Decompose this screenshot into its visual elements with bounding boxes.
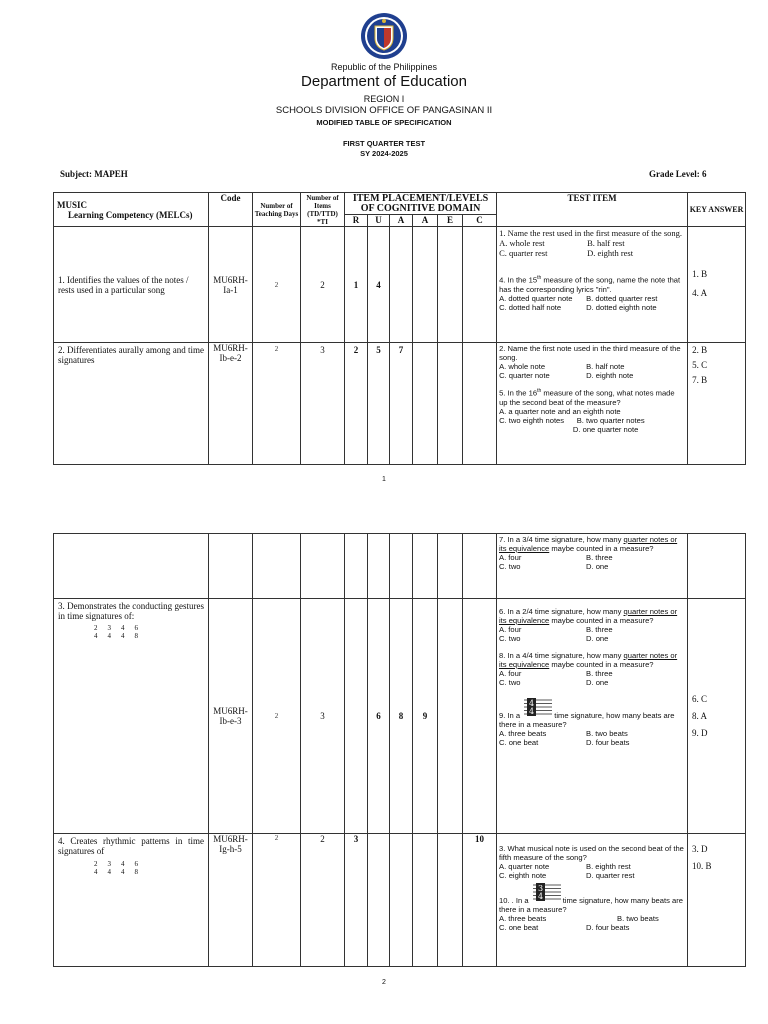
fraction: 3 4 [107,624,111,640]
fraction: 6 8 [134,624,138,640]
option: A. whole rest [499,238,545,248]
items-1: 2 [320,279,325,290]
option: A. whole note [499,362,546,371]
option: C. two [499,634,521,643]
key-answer: 4. A [692,288,708,298]
division-line: SCHOOLS DIVISION OFFICE OF PANGASINAN II [275,105,493,116]
level-cell: 10 [475,834,484,844]
code-1: MU6RH-Ia-1 [213,274,248,295]
svg-text:3: 3 [537,884,543,893]
days-2: 2 [274,345,279,353]
option: B. eighth rest [586,862,631,871]
level-cell: 8 [398,711,404,721]
option: B. half rest [587,238,625,248]
option: A. three beats [499,914,547,923]
days-1: 2 [274,280,279,289]
table-row [54,343,746,465]
test-items-3 [497,599,687,748]
question-stem: 8. In a 4/4 time signature, how many quarter notes or its equivalence maybe counted in a measure? [499,651,678,669]
question-stem: 2. Name the first note used in the third measure of the song. [499,344,681,362]
option: D. one [586,562,609,571]
header-number-items: Number of Items (TD/TTD) *TI [301,193,345,227]
level-u: U [368,215,390,227]
code-3: MU6RH-Ib-e-3 [213,706,248,726]
option: B. dotted quarter rest [586,293,658,303]
deped-seal-logo [360,12,408,60]
option: C. one beat [499,738,539,747]
fraction: 3 4 [107,860,111,876]
header-test-item: TEST ITEM [497,193,688,227]
option: D. eighth note [586,371,634,380]
option: A. a quarter note and an eighth note [499,406,621,416]
svg-text:4: 4 [537,892,543,901]
items-4: 2 [320,834,325,844]
table-row [54,227,746,343]
school-year: SY 2024-2025 [360,149,408,158]
option: D. four beats [586,738,630,747]
option: B. three [586,669,613,678]
key-answer: 1. B [692,269,708,279]
competency-1: 1. Identifies the values of the notes / rests used in a particular song [58,274,189,295]
code-2: MU6RH-Ib-e-2 [213,343,248,363]
header-item-placement: ITEM PLACEMENT/LEVELS OF COGNITIVE DOMAIN [345,193,497,215]
option: D. one quarter note [499,424,639,434]
option: C. quarter rest [499,248,548,258]
key-answers-4 [688,834,745,873]
level-a2: A [413,215,438,227]
items-3: 3 [320,711,325,721]
fraction: 6 8 [134,860,138,876]
level-cell: 4 [376,279,381,290]
test-item-7 [497,534,687,572]
svg-text:4: 4 [529,707,535,716]
option: C. two eighth notes B. two quarter notes [499,415,645,425]
days-3: 2 [274,712,279,720]
time-signature-fractions [54,860,208,879]
question-stem: 7. In a 3/4 time signature, how many quarter notes or its equivalence maybe counted in a measure? [499,535,678,553]
key-answers-1 [688,227,745,300]
svg-text:4: 4 [529,699,535,708]
question-stem: 9. In a 4 4 time signature, how many beats are there in a measure? [499,699,675,729]
question-stem: 6. In a 2/4 time signature, how many quarter notes or its equivalence maybe counted in a measure? [499,607,678,625]
fraction: 4 4 [121,860,125,876]
document-title: MODIFIED TABLE OF SPECIFICATION [316,118,452,127]
fraction: 4 4 [121,624,125,640]
option: D. quarter rest [586,871,635,880]
key-answer: 9. D [692,728,708,738]
header-melcs: Learning Competency (MELCs) [68,209,193,220]
time-signature-icon [533,882,561,902]
option: B. three [586,625,613,634]
level-c: C [463,215,497,227]
subject-label: Subject: MAPEH [60,169,128,179]
code-4: MU6RH-Ig-h-5 [213,834,248,854]
days-4: 2 [274,834,279,842]
key-answer: 6. C [692,694,708,704]
table-row [54,834,746,967]
level-cell: 2 [353,345,359,355]
option: D. dotted eighth note [586,302,657,312]
level-cell: 5 [376,345,381,355]
option: B. two beats [617,914,659,923]
competency-4: 4. Creates rhythmic patterns in time signatures of [58,836,204,856]
test-items-4 [497,834,687,933]
level-cell: 7 [398,345,404,355]
option: B. three [586,553,613,562]
option: A. three beats [499,729,547,738]
option: D. one [586,678,609,687]
republic-line: Republic of the Philippines [330,62,438,72]
fraction: 2 4 [94,860,98,876]
option: C. quarter note [499,371,550,380]
option: C. two [499,678,521,687]
header-music: MUSIC [57,199,88,210]
option: B. two beats [586,729,628,738]
option: A. four [499,553,522,562]
key-answer: 2. B [692,345,708,355]
time-signature-icon [524,697,552,717]
question-stem: 3. What musical note is used on the second beat of the fifth measure of the song? [499,844,684,862]
test-item-1 [497,227,687,313]
table-row [54,534,746,599]
items-2: 3 [320,345,325,355]
level-cell: 1 [353,279,359,290]
option: A. four [499,625,522,634]
level-r: R [345,215,368,227]
key-answer: 8. A [692,711,708,721]
option: C. one beat [499,923,539,932]
level-cell: 6 [376,711,381,721]
option: A. four [499,669,522,678]
department-title: Department of Education [301,73,467,90]
tos-table-page1 [53,192,746,465]
option: D. four beats [586,923,630,932]
question-stem: 5. In the 16th measure of the song, what notes made up the second beat of the measure? [499,388,675,407]
key-answer: 7. B [692,375,708,385]
fraction: 2 4 [94,624,98,640]
option: C. dotted half note [499,302,562,312]
key-answer: 5. C [692,360,708,370]
key-answers-2 [688,343,745,387]
key-answer: 10. B [692,861,712,871]
competency-2: 2. Differentiates aurally among and time signatures [58,345,204,365]
time-signature-fractions [54,624,208,643]
level-cell: 9 [422,711,428,721]
region-line: REGION I [363,94,405,104]
option: A. quarter note [499,862,550,871]
key-answers-3 [688,692,745,740]
option: B. half note [586,362,625,371]
option: C. eighth note [499,871,547,880]
question-stem: 4. In the 15th measure of the song, name the note that has the corresponding lyrics "rin". [499,275,681,294]
question-stem: 10. . In a 3 4 time signature, how many beats are there in a measure? [499,884,683,914]
grade-level-label: Grade Level: 6 [649,169,707,179]
header-competency [54,193,209,227]
option: D. one [586,634,609,643]
test-item-2 [497,343,687,435]
page-number-1: 1 [382,476,386,483]
level-cell: 3 [353,834,359,844]
question-stem: 1. Name the rest used in the first measure of the song. [499,228,682,238]
header-code: Code [209,193,253,227]
option: D. eighth rest [587,248,634,258]
page-number-2: 2 [382,979,386,986]
level-e: E [438,215,463,227]
header-teaching-days: Number of Teaching Days [253,193,301,227]
test-name: FIRST QUARTER TEST [342,139,426,148]
level-a1: A [390,215,413,227]
table-row [54,599,746,834]
option: A. dotted quarter note [499,293,573,303]
option: C. two [499,562,521,571]
key-answer: 3. D [692,844,708,854]
header-key-answer: KEY ANSWER [688,193,746,227]
competency-3: 3. Demonstrates the conducting gestures in time signatures of: [58,601,204,621]
tos-table-page2 [53,533,746,967]
